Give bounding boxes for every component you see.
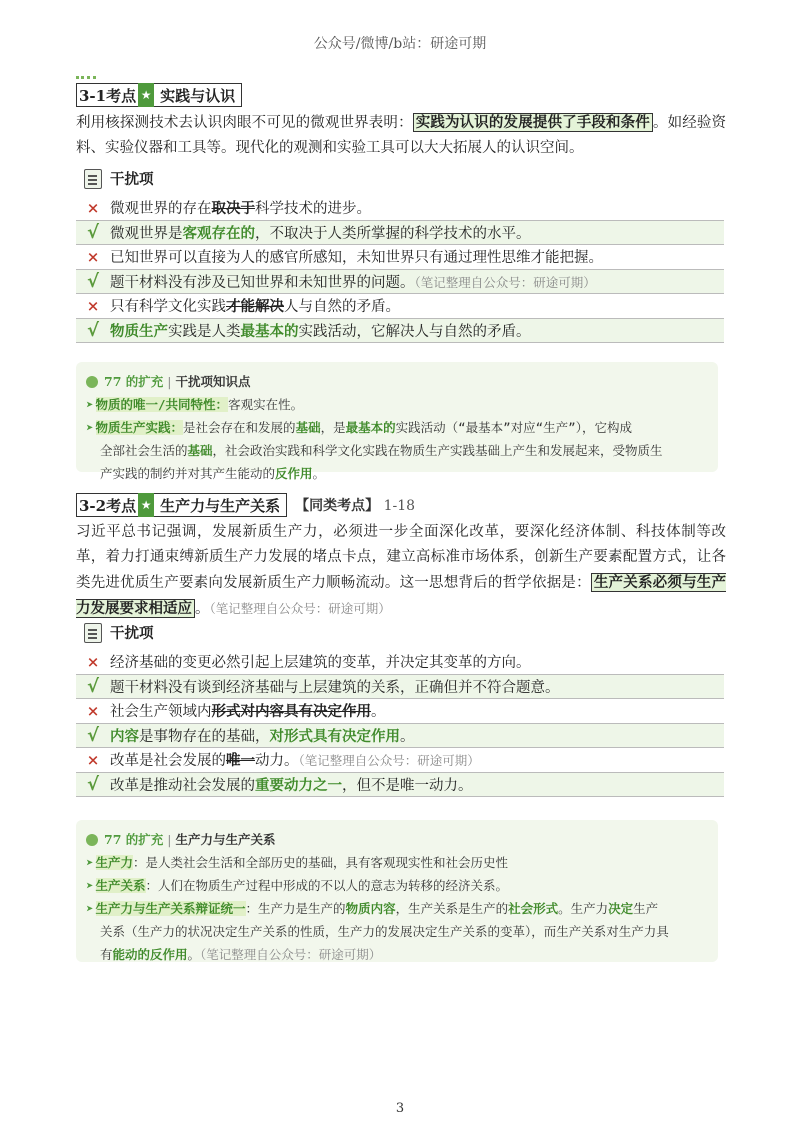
correction-row: √ 改革是推动社会发展的重要动力之一，但不是唯一动力。 bbox=[76, 773, 724, 798]
clipboard-icon bbox=[84, 169, 102, 189]
extension-item: ➤ 物质生产实践：是社会存在和发展的基础，是最基本的实践活动（“最基本”对应“生产”），它构成 bbox=[86, 420, 632, 435]
distractor-row: × 微观世界的存在取决于科学技术的进步。 bbox=[76, 196, 724, 221]
check-icon: √ bbox=[86, 319, 99, 341]
distractor-row: × 只有科学文化实践才能解决人与自然的矛盾。 bbox=[76, 294, 724, 319]
kaodian-box bbox=[76, 493, 287, 517]
bulb-icon bbox=[86, 376, 98, 388]
answer-highlight: 实践为认识的发展提供了手段和条件 bbox=[413, 113, 653, 132]
correction-row: √ 微观世界是客观存在的，不取决于人类所掌握的科学技术的水平。 bbox=[76, 221, 724, 246]
cross-icon: × bbox=[86, 652, 100, 671]
question-paragraph-3-2: 习近平总书记强调，发展新质生产力，必须进一步全面深化改革，要深化经济体制、科技体制等改革，着力打通束缚新质生产力发展的堵点卡点，建立高标准市场体系，创新生产要素配置方式，让各类先进优质生产要素向发展新质生产力顺畅流动。这一思想背后的哲学依据是： 生产关系必须与生产力发展要求相适应 。（笔记整理自公众号：研途可期） bbox=[76, 524, 727, 617]
star-icon: ★ bbox=[138, 493, 154, 517]
extension-item: ➤ 生产关系：人们在物质生产过程中形成的不以人的意志为转移的经济关系。 bbox=[86, 878, 509, 893]
answer-highlight: 生产关系必须与生产力发展要求相适应 bbox=[76, 574, 727, 617]
extension-heading: 77 的扩充 | 干扰项知识点 bbox=[86, 370, 706, 393]
correction-row: √ 物质生产实践是人类最基本的实践活动，它解决人与自然的矛盾。 bbox=[76, 319, 724, 344]
check-icon: √ bbox=[86, 221, 99, 243]
distractor-row: × 已知世界可以直接为人的感官所感知，未知世界只有通过理性思维才能把握。 bbox=[76, 245, 724, 270]
star-icon: ★ bbox=[138, 83, 154, 107]
page-number: 3 bbox=[395, 1101, 405, 1116]
distractor-list-3-2 bbox=[76, 650, 724, 797]
cross-icon: × bbox=[86, 198, 100, 217]
check-icon: √ bbox=[86, 270, 99, 292]
correction-row: √ 内容是事物存在的基础，对形式具有决定作用。 bbox=[76, 724, 724, 749]
check-icon: √ bbox=[86, 724, 99, 746]
cross-icon: × bbox=[86, 247, 100, 266]
question-paragraph-3-1: 利用核探测技术去认识肉眼不可见的微观世界表明： 实践为认识的发展提供了手段和条件 。如经验资料、实验仪器和工具等。现代化的观测和实验工具可以大大拓展人的认识空间。 bbox=[76, 114, 727, 156]
cross-icon: × bbox=[86, 296, 100, 315]
cross-icon: × bbox=[86, 701, 100, 720]
check-icon: √ bbox=[86, 773, 99, 795]
correction-row: √ 题干材料没有谈到经济基础与上层建筑的关系，正确但并不符合题意。 bbox=[76, 675, 724, 700]
kaodian-number: 3-1考点 bbox=[79, 86, 137, 105]
extension-item: ➤ 物质的唯一/共同特性：客观实在性。 bbox=[86, 397, 304, 412]
check-icon: √ bbox=[86, 675, 99, 697]
distractor-row: × 改革是社会发展的唯一动力。（笔记整理自公众号：研途可期） bbox=[76, 748, 724, 773]
correction-row: √ 题干材料没有涉及已知世界和未知世界的问题。（笔记整理自公众号：研途可期） bbox=[76, 270, 724, 295]
dots-decoration bbox=[76, 76, 96, 79]
extension-item: ➤ 生产力与生产关系辩证统一：生产力是生产的物质内容，生产关系是生产的社会形式。生产力决定生产 bbox=[86, 901, 659, 916]
kaodian-name: 生产力与生产关系 bbox=[160, 496, 281, 515]
section-title-3-2 bbox=[76, 492, 415, 518]
extension-heading: 77 的扩充 | 生产力与生产关系 bbox=[86, 828, 706, 851]
page-header: 公众号/微博/b站：研途可期 bbox=[313, 36, 487, 52]
section-title-3-1 bbox=[76, 82, 242, 108]
related-tag: 【同类考点】 1-18 bbox=[295, 498, 416, 514]
distractor-heading: 干扰项 bbox=[84, 622, 154, 643]
cross-icon: × bbox=[86, 750, 100, 769]
bulb-icon bbox=[86, 834, 98, 846]
extension-box-3-2: 77 的扩充 | 生产力与生产关系 ➤ 生产力：是人类社会生活和全部历史的基础，具有客观现实性和社会历史性 ➤ 生产关系：人们在物质生产过程中形成的不以人的意志为转移的经济关系。 ➤ 生产力与生产关系辩证统一：生产力是生产的物质内容，生产关系是生产的社会形式。生产力决定生产 关系（生产力的状况决定生产关系的性质，生产力的发展决定生产关系的变革），而生产关系对生产力具 有能动的反作用。（笔记整理自公众号：研途可期） bbox=[76, 820, 718, 962]
distractor-row: × 社会生产领域内形式对内容具有决定作用。 bbox=[76, 699, 724, 724]
kaodian-box bbox=[76, 83, 242, 107]
extension-item: ➤ 生产力：是人类社会生活和全部历史的基础，具有客观现实性和社会历史性 bbox=[86, 855, 509, 870]
distractor-row: × 经济基础的变更必然引起上层建筑的变革，并决定其变革的方向。 bbox=[76, 650, 724, 675]
kaodian-name: 实践与认识 bbox=[160, 86, 236, 105]
clipboard-icon bbox=[84, 623, 102, 643]
distractor-list-3-1 bbox=[76, 196, 724, 343]
kaodian-number: 3-2考点 bbox=[79, 496, 137, 515]
extension-box-3-1: 77 的扩充 | 干扰项知识点 ➤ 物质的唯一/共同特性：客观实在性。 ➤ 物质生产实践：是社会存在和发展的基础，是最基本的实践活动（“最基本”对应“生产”），它构成 全部社会生活的基础，社会政治实践和科学文化实践在物质生产实践基础上产生和发展起来，受物质生 产实践的制约并对其产生能动的反作用。 bbox=[76, 362, 718, 472]
distractor-heading: 干扰项 bbox=[84, 168, 154, 189]
